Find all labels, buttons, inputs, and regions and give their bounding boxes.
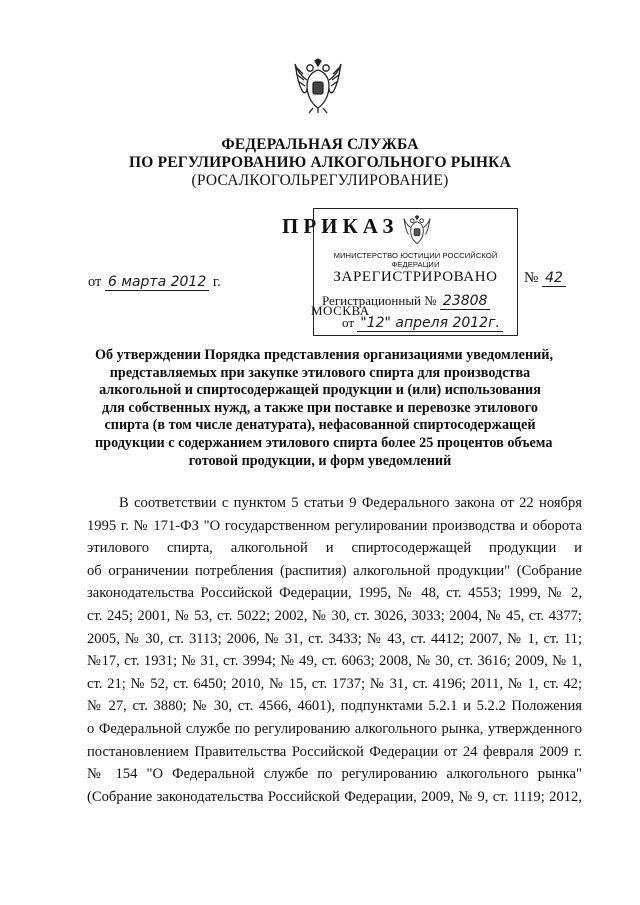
stamp-date-handwritten: "12" апреля 2012г. [357,315,503,332]
body-line: № 27, ст. 3880; № 30, ст. 4566, 4601), подпунктами 5.2.1 и 5.2.2 Положения [87,698,582,715]
body-line: о Федеральной службе по регулированию алкогольного рынка, утвержденного [87,720,582,737]
agency-name-line-1: ФЕДЕРАЛЬНАЯ СЛУЖБА [221,136,419,153]
body-line: этилового спирта, алкогольной и спиртосодержащей продукции и [87,540,582,557]
stamp-reg-number-handwritten: 23808 [440,293,491,310]
body-line: № 154 "О Федеральной службе по регулированию алкогольного рынка" [87,766,582,783]
subject-line: для собственных нужд, а также при поставке и перевозке этилового [102,399,538,416]
city-label: МОСКВА [311,303,370,318]
agency-name-short: (РОСАЛКОГОЛЬРЕГУЛИРОВАНИЕ) [191,172,449,189]
subject-line: представляемых при закупке этилового спирта для производства [109,364,531,381]
order-number-prefix: № [524,270,539,286]
stamp-reg-label: Регистрационный № [322,293,437,308]
body-line: об ограничении потребления (распития) алкогольной продукции" (Собрание [87,562,582,579]
stamp-registered-label: ЗАРЕГИСТРИРОВАНО [333,269,498,285]
subject-line: Об утверждении Порядка представления организациями уведомлений, [95,347,554,363]
subject-line: спирта (в том числе денатурата), нефасованной спиртосодержащей [104,417,536,434]
stamp-date-prefix: от [342,315,355,330]
body-line: №17, ст. 1931; № 31, ст. 3994; № 49, ст. 6063; 2008, № 30, ст. 3616; 2009, № 1, [87,653,582,670]
stamp-ministry-name: МИНИСТЕРСТВО ЮСТИЦИИ РОССИЙСКОЙ ФЕДЕРАЦИИ [333,251,498,269]
russian-coat-of-arms-icon [293,58,343,114]
body-line: ст. 245; 2001, № 53, ст. 5022; 2002, № 30, ст. 3026, 3033; 2004, № 45, ст. 4377; [87,607,582,624]
order-date-handwritten: 6 марта 2012 [105,274,209,291]
body-line: законодательства Российской Федерации, 1995, № 48, ст. 4553; 1999, № 2, [87,585,582,602]
order-date [88,274,221,291]
order-title: ПРИКАЗ [282,214,399,238]
order-number [524,270,566,287]
russian-coat-of-arms-icon [402,215,432,247]
order-date-suffix: г. [212,274,221,290]
subject-line: алкогольной и спиртосодержащей продукции и (или) использования [99,382,541,399]
subject-line: готовой продукции, и форм уведомлений [188,452,452,469]
body-line: (Собрание законодательства Российской Федерации, 2009, № 9, ст. 1119; 2012, [87,788,582,805]
body-line: 1995 г. № 171-ФЗ "О государственном регулировании производства и оборота [87,517,582,534]
order-date-prefix: от [88,274,102,290]
order-body [87,492,582,808]
order-subject [95,347,554,470]
body-line: постановлением Правительства Российской Федерации от 24 февраля 2009 г. [87,743,582,760]
agency-name-line-2: ПО РЕГУЛИРОВАНИЮ АЛКОГОЛЬНОГО РЫНКА [129,154,511,171]
body-line: ст. 21; № 52, ст. 6450; 2010, № 15, ст. 1737; № 31, ст. 4196; 2011, № 1, ст. 42; [87,675,582,692]
subject-line: продукции с содержанием этилового спирта более 25 процентов объема [95,434,553,451]
order-number-handwritten: 42 [542,270,566,287]
body-line: 2005, № 30, ст. 3113; 2006, № 31, ст. 3433; № 43, ст. 4412; 2007, № 1, ст. 11; [87,630,582,647]
body-line: В соответствии с пунктом 5 статьи 9 Федерального закона от 22 ноября [119,495,582,511]
